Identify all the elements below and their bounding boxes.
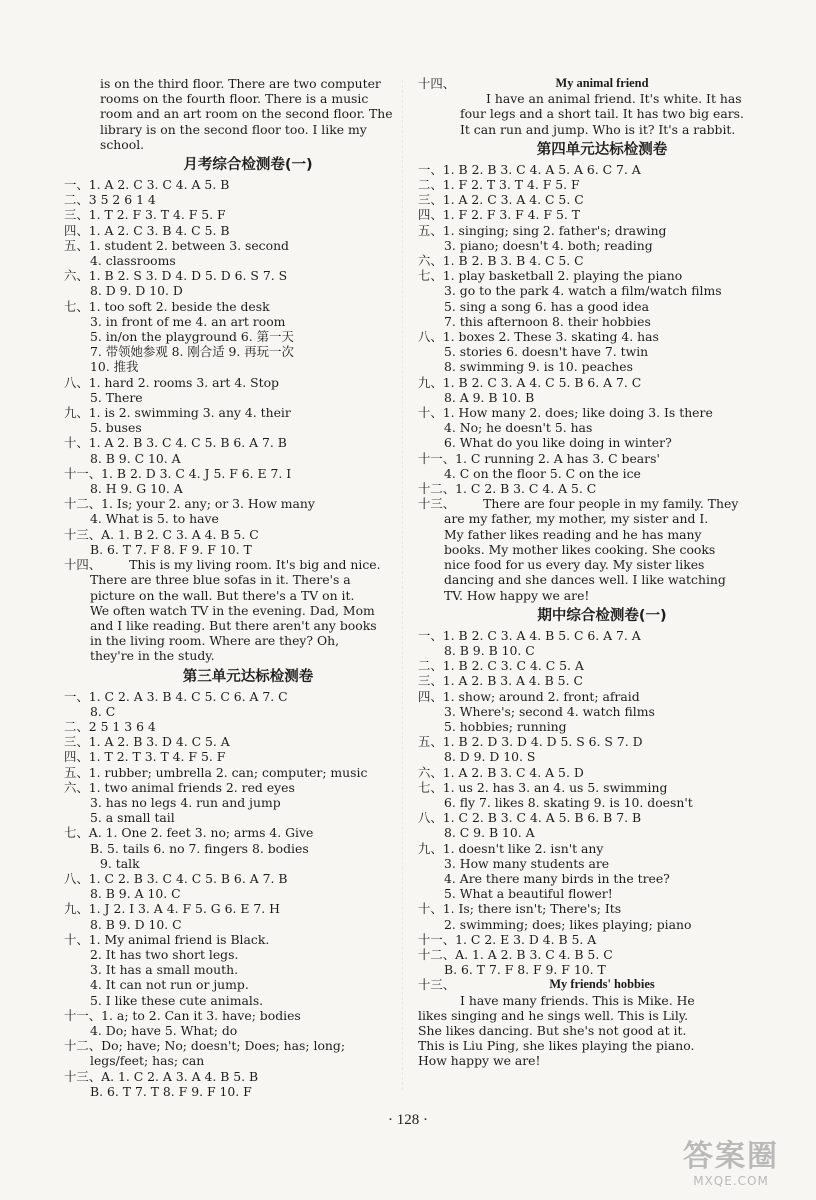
composition-line: We often watch TV in the evening. Dad, Mom (90, 602, 375, 618)
answer-line: 5. stories 6. doesn't have 7. twin (444, 344, 649, 360)
essay-line: is on the third floor. There are two computer (100, 76, 381, 91)
answer-line: 六、1. A 2. B 3. C 4. A 5. D (418, 764, 584, 780)
composition-line: picture on the wall. But there's a TV on it. (90, 587, 355, 603)
answer-line: 8. B 9. B 10. C (444, 642, 535, 658)
answer-line: B. 6. T 7. F 8. F 9. F 10. T (90, 541, 252, 557)
answer-line: 8. D 9. D 10. S (444, 749, 536, 765)
answer-line: 五、1. rubber; umbrella 2. can; computer; music (64, 764, 368, 780)
answer-line: 四、1. A 2. C 3. B 4. C 5. B (64, 222, 230, 238)
composition-line: TV. How happy we are! (444, 587, 590, 603)
answer-line: 二、1. F 2. T 3. T 4. F 5. F (418, 177, 580, 193)
answer-line: 二、1. B 2. C 3. C 4. C 5. A (418, 658, 584, 674)
answer-line: 5. What a beautiful flower! (444, 886, 613, 902)
answer-line: 4. Do; have 5. What; do (90, 1022, 238, 1038)
answer-line: 三、1. A 2. B 3. A 4. B 5. C (418, 673, 583, 689)
answer-line: 5. I like these cute animals. (90, 992, 264, 1008)
composition-line: books. My mother likes cooking. She cooks (444, 541, 716, 557)
answer-line: 六、1. B 2. B 3. B 4. C 5. C (418, 253, 584, 269)
answer-line: 5. hobbies; running (444, 718, 567, 734)
answer-line: 十三、A. 1. B 2. C 3. A 4. B 5. C (64, 526, 259, 542)
answer-line: 五、1. B 2. D 3. D 4. D 5. S 6. S 7. D (418, 734, 643, 750)
composition-text: There are four people in my family. They (483, 496, 739, 512)
answer-line: 8. B 9. A 10. C (90, 886, 181, 902)
right-sections (418, 140, 786, 1069)
composition-line: are my father, my mother, my sister and I. (444, 511, 709, 527)
composition-line: likes singing and he sings well. This is Lily. (418, 1007, 689, 1023)
watermark-text: 答案圈 (683, 1139, 779, 1174)
composition-text: This is my living room. It's big and nice. (129, 557, 381, 573)
composition-line: they're in the study. (90, 648, 215, 664)
answer-line: 十、1. Is; there isn't; There's; Its (418, 901, 622, 917)
answer-line: 九、1. B 2. C 3. A 4. C 5. B 6. A 7. C (418, 374, 642, 390)
answer-line: 3. piano; doesn't 4. both; reading (444, 237, 653, 253)
watermark-logo (656, 1140, 806, 1194)
answer-line: 5. There (90, 389, 143, 405)
section-title: 第三单元达标检测卷 (182, 668, 314, 685)
answer-line: 一、1. B 2. C 3. A 4. B 5. C 6. A 7. A (418, 627, 641, 643)
composition-line: nice food for us every day. My sister likes (444, 557, 705, 573)
answer-line: 8. B 9. C 10. A (90, 450, 181, 466)
answer-line: 二、3 5 2 6 1 4 (64, 192, 156, 208)
composition-line: How happy we are! (418, 1053, 541, 1069)
answer-line: 九、1. J 2. I 3. A 4. F 5. G 6. E 7. H (64, 901, 280, 917)
answer-line: 8. C 9. B 10. A (444, 825, 535, 841)
composition-line (64, 557, 432, 572)
answer-line: 8. swimming 9. is 10. peaches (444, 359, 633, 375)
composition (418, 496, 786, 602)
essay-line: room and an art room on the second floor. The (100, 106, 393, 122)
answer-line: 八、1. boxes 2. These 3. skating 4. has (418, 329, 659, 345)
page-number: · 128 · (388, 1112, 428, 1128)
answer-line: 三、1. T 2. F 3. T 4. F 5. F (64, 207, 226, 223)
composition-line: I have an animal friend. It's white. It has (486, 91, 742, 107)
answer-line: 十一、1. C running 2. A has 3. C bears' (418, 450, 660, 466)
left-column (64, 76, 432, 1099)
answer-line: 八、1. hard 2. rooms 3. art 4. Stop (64, 374, 279, 390)
answer-line: 十一、1. a; to 2. Can it 3. have; bodies (64, 1007, 301, 1023)
essay-line: rooms on the fourth floor. There is a music (100, 91, 369, 107)
answer-line: 7. this afternoon 8. their hobbies (444, 313, 651, 329)
essay-continuation (64, 76, 432, 152)
answer-line: 8. H 9. G 10. A (90, 481, 183, 497)
answer-line: 三、1. A 2. C 3. A 4. C 5. C (418, 192, 584, 208)
answer-line: 6. What do you like doing in winter? (444, 435, 672, 451)
question-number: 十三、 (418, 977, 456, 993)
composition (64, 557, 432, 663)
composition-line: This is Liu Ping, she likes playing the piano. (418, 1038, 695, 1054)
answer-line: 六、1. B 2. S 3. D 4. D 5. D 6. S 7. S (64, 268, 288, 284)
composition (418, 977, 786, 1068)
answer-line: 十二、1. C 2. B 3. C 4. A 5. C (418, 481, 597, 497)
answer-line: 3. in front of me 4. an art room (90, 313, 286, 329)
answer-line: 八、1. C 2. B 3. C 4. C 5. B 6. A 7. B (64, 870, 288, 886)
composition-line: My father likes reading and he has many (444, 526, 702, 542)
composition-line: I have many friends. This is Mike. He (460, 992, 695, 1008)
answer-line: 四、1. F 2. F 3. F 4. F 5. T (418, 207, 580, 223)
essay-line: library is on the second floor too. I like my (100, 121, 367, 137)
answer-line: 十二、Do; have; No; doesn't; Does; has; long; (64, 1038, 346, 1054)
answer-line: 七、1. us 2. has 3. an 4. us 5. swimming (418, 779, 668, 795)
answer-line: 8. B 9. D 10. C (90, 916, 182, 932)
composition-title: My friends' hobbies (549, 977, 655, 992)
answer-line: 5. sing a song 6. has a good idea (444, 298, 650, 314)
answer-line: 十二、1. Is; your 2. any; or 3. How many (64, 496, 315, 512)
answer-line: 五、1. singing; sing 2. father's; drawing (418, 222, 667, 238)
answer-line: 3. Where's; second 4. watch films (444, 703, 655, 719)
section-title: 月考综合检测卷(一) (183, 157, 313, 174)
answer-line: 2. swimming; does; likes playing; piano (444, 916, 692, 932)
section-title: 第四单元达标检测卷 (536, 141, 668, 158)
composition-line: It can run and jump. Who is it? It's a rabbit. (460, 121, 736, 137)
answer-line: 8. C (90, 703, 116, 719)
answer-line: 七、1. play basketball 2. playing the piano (418, 268, 683, 284)
right-column (418, 76, 786, 1069)
answer-line: 四、1. show; around 2. front; afraid (418, 688, 640, 704)
answer-line: 4. Are there many birds in the tree? (444, 870, 670, 886)
answer-line: 十三、A. 1. C 2. A 3. A 4. B 5. B (64, 1068, 259, 1084)
answer-line: 8. A 9. B 10. B (444, 389, 535, 405)
answer-line: 一、1. B 2. B 3. C 4. A 5. A 6. C 7. A (418, 161, 641, 177)
answer-line: B. 5. tails 6. no 7. fingers 8. bodies (90, 840, 309, 856)
answer-line: 十、1. A 2. B 3. C 4. C 5. B 6. A 7. B (64, 435, 287, 451)
answer-line: 5. buses (90, 420, 142, 436)
answer-line: 三、1. A 2. B 3. D 4. C 5. A (64, 734, 230, 750)
answer-line: 九、1. doesn't like 2. isn't any (418, 840, 604, 856)
answer-line: 九、1. is 2. swimming 3. any 4. their (64, 405, 291, 421)
composition-line: dancing and she dances well. I like watching (444, 572, 726, 588)
section-title: 期中综合检测卷(一) (537, 607, 667, 624)
question-number: 十四、 (64, 557, 102, 573)
composition-line (418, 496, 786, 511)
answer-line: 3. It has a small mouth. (90, 962, 239, 978)
watermark-url: MXQE.COM (693, 1174, 769, 1188)
answer-line: 9. talk (100, 855, 140, 871)
answer-line: 七、A. 1. One 2. feet 3. no; arms 4. Give (64, 825, 314, 841)
answer-line: 十二、A. 1. A 2. B 3. C 4. B 5. C (418, 946, 613, 962)
answer-line: 4. It can not run or jump. (90, 977, 249, 993)
answer-line: 3. go to the park 4. watch a film/watch films (444, 283, 722, 299)
answer-line: 5. a small tail (90, 810, 175, 826)
composition-header (418, 977, 786, 992)
answer-line: 四、1. T 2. T 3. T 4. F 5. F (64, 749, 226, 765)
answer-line: 4. C on the floor 5. C on the ice (444, 465, 641, 481)
answer-line: 6. fly 7. likes 8. skating 9. is 10. doesn't (444, 794, 693, 810)
answer-line: 10. 推我 (90, 359, 139, 375)
answer-line: 3. How many students are (444, 855, 610, 871)
left-sections (64, 155, 432, 1099)
question-number: 十四、 (418, 76, 456, 91)
answer-line: B. 6. T 7. T 8. F 9. F 10. F (90, 1083, 252, 1099)
answer-line: 二、2 5 1 3 6 4 (64, 718, 156, 734)
answer-line: 六、1. two animal friends 2. red eyes (64, 779, 295, 795)
composition-header (418, 76, 786, 91)
composition-line: and I like reading. But there aren't any books (90, 617, 377, 633)
answer-line: 3. has no legs 4. run and jump (90, 794, 281, 810)
answer-line: 2. It has two short legs. (90, 946, 239, 962)
my-animal-friend-essay (418, 76, 786, 137)
answer-line: 十、1. My animal friend is Black. (64, 931, 270, 947)
composition-line: There are three blue sofas in it. There's a (90, 572, 351, 588)
composition-line: She likes dancing. But she's not good at it. (418, 1022, 687, 1038)
composition-line: in the living room. Where are they? Oh, (90, 633, 340, 649)
answer-line: 7. 带领她参观 8. 刚合适 9. 再玩一次 (90, 344, 294, 360)
answer-line: B. 6. T 7. F 8. F 9. F 10. T (444, 962, 606, 978)
answer-line: 八、1. C 2. B 3. C 4. A 5. B 6. B 7. B (418, 810, 642, 826)
question-number: 十三、 (418, 496, 456, 512)
answer-line: 8. D 9. D 10. D (90, 283, 183, 299)
answer-line: 一、1. A 2. C 3. C 4. A 5. B (64, 177, 230, 193)
answer-line: 4. classrooms (90, 253, 176, 269)
answer-line: 4. What is 5. to have (90, 511, 219, 527)
answer-line: 一、1. C 2. A 3. B 4. C 5. C 6. A 7. C (64, 688, 288, 704)
answer-line: 十一、1. C 2. E 3. D 4. B 5. A (418, 931, 597, 947)
answer-line: 5. in/on the playground 6. 第一天 (90, 329, 294, 345)
composition-line: four legs and a short tail. It has two big ears. (460, 106, 744, 122)
essay-line: school. (100, 136, 145, 152)
answer-line: 五、1. student 2. between 3. second (64, 237, 289, 253)
answer-line: 4. No; he doesn't 5. has (444, 420, 593, 436)
composition-title: My animal friend (555, 76, 649, 90)
answer-line: 七、1. too soft 2. beside the desk (64, 298, 270, 314)
answer-line: 十一、1. B 2. D 3. C 4. J 5. F 6. E 7. I (64, 465, 292, 481)
answer-line: 十、1. How many 2. does; like doing 3. Is there (418, 405, 713, 421)
answer-line: legs/feet; has; can (90, 1053, 205, 1069)
